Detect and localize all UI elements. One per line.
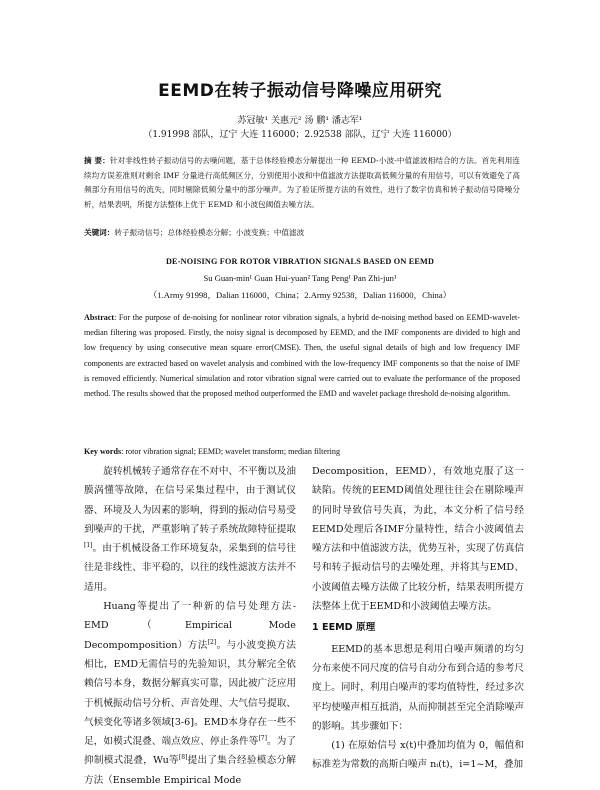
intro-paragraph-1: 旋转机械转子通常存在不对中、不平衡以及油膜涡懂等故障，在信号采集过程中，由于测试仪器、环境及人为因素的影响，得到的振动信号易受到噪声的干扰，严重影响了转子系统故障特征提取[1]。由于机械设备工作环境复杂，采集到的信号往往是非线性、非平稳的，以往的线性滤波方法并不适用。 (84, 466, 296, 593)
chinese-abstract (84, 154, 520, 213)
english-keywords-label: Key words (84, 447, 122, 456)
left-body-column (84, 462, 296, 790)
authors: 苏冠敏¹ 关惠元² 汤 鹏¹ 潘志军¹ (237, 116, 363, 126)
english-title: DE-NOISING FOR ROTOR VIBRATION SIGNALS BASED ON EEMD (165, 257, 435, 266)
english-keywords-text: : rotor vibration signal; EEMD; wavelet transform; median filtering (121, 447, 341, 456)
right-body-column (312, 462, 524, 775)
citation-ref: [8] (178, 754, 188, 762)
affiliation: （1.91998 部队，辽宁 大连 116000；2.92538 部队，辽宁 大连 116000） (143, 130, 457, 140)
paper-title: EEMD在转子振动信号降噪应用研究 (158, 81, 442, 101)
english-affiliation: （1.Army 91998，Dalian 116000，China；2.Army 92538，Dalian 116000，China） (148, 290, 452, 300)
english-abstract-label: Abstract (84, 313, 115, 322)
english-authors: Su Guan-min¹ Guan Hui-yuan² Tang Peng¹ Pan Zhi-jun¹ (203, 273, 397, 283)
citation-ref: [1] (84, 542, 93, 550)
chinese-keywords-label: 关键词： (84, 228, 115, 237)
eemd-principle-paragraph: EEMD的基本思想是利用白噪声频谱的均匀分布来使不同尺度的信号自动分布到合适的参考尺度上。同时，利用白噪声的零均值特性，经过多次平均使噪声相互抵消，从而抑制甚至完全消除噪声的影响。其步骤如下： (312, 643, 524, 732)
english-abstract-text: : For the purpose of de-noising for nonlinear rotor vibration signals, a hybrid de-noising method based on EEMD-wavelet-median filtering was proposed. Firstly, the noisy signal is decomposed by EEMD, and the IMF components are divided to high and low frequency by using consecutive mean square error(CMSE). Then, the useful signal details of high and low frequency IMF components are extracted based on wavelet analysis and combined with the low-frequency IMF components so that the noise of IMF is removed efficiently. Numerical simulation and rotor vibration signal were carried out to evaluate the performance of the proposed method. The results showed that the proposed method outperformed the EMD and wavelet package threshold de-noising algorithm. (84, 313, 520, 399)
eemd-step-1: (1) 在原始信号 x(t)中叠加均值为 0，幅值和标准差为常数的高斯白噪声 nᵢ(t)，i=1~M，叠加 (312, 740, 524, 771)
chinese-abstract-text: 针对非线性转子振动信号的去噪问题，基于总体经验模态分解提出一种 EEMD-小波-中值滤波相结合的方法。首先利用连续均方误差准则对剩余 IMF 分量进行高低频区分，分别使用小波和中值滤波方法提取高低频分量的有用信号，可以有效避免了高频部分有用信号的流失，同时剔除低频分量中的部分噪声。为了验证所提方法的有效性，进行了数字仿真和转子振动信号降噪分析，结果表明，所提方法整体上优于 EEMD 和小波包阈值去噪方法。 (84, 156, 520, 210)
citation-ref: [2] (207, 638, 217, 646)
english-abstract (84, 310, 520, 401)
intro-paragraph-2: Huang等提出了一种新的信号处理方法-EMD（Empirical Mode Decompomposition）方法[2]。与小波变换方法相比，EMD无需信号的先验知识，其分解完全依赖信号本身，数据分解真实可靠，因此被广泛应用于机械振动信号分析、声音处理、大气信号提取、气候变化等诸多领域[3-6]。EMD本身存在一些不足，如模式混叠、端点效应、停止条件等[7]。为了抑制模式混叠，Wu等[8]提出了集合经验模态分解方法（Ensemble Empirical Mode (84, 601, 297, 786)
citation-ref: [7] (258, 735, 267, 743)
chinese-abstract-label: 摘 要： (84, 156, 110, 165)
section-heading: 1 EEMD 原理 (312, 622, 376, 634)
english-keywords (84, 445, 520, 459)
chinese-keywords-text: 转子振动信号；总体经验模态分解；小波变换；中值滤波 (114, 228, 305, 237)
chinese-keywords (84, 226, 520, 240)
intro-paragraph-continued: Decomposition，EEMD），有效地克服了这一缺陷。传统的EEMD阈值处理往往会在剔除噪声的同时导致信号失真，为此，本文分析了信号经EEMD处理后各IMF分量特性，结合小波阈值去噪方法和中值滤波方法，优势互补，实现了仿真信号和转子振动信号的去噪处理，并将其与EMD、小波阈值去噪方法做了比较分析，结果表明所提方法整体上优于EEMD和小波阈值去噪方法。 (312, 466, 524, 613)
